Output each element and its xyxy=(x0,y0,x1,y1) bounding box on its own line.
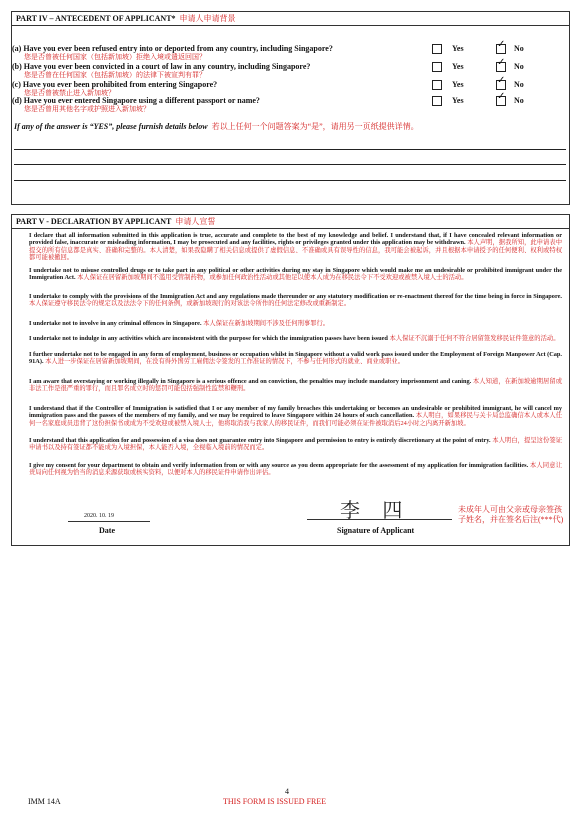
page-number: 4 xyxy=(285,787,289,796)
date-value[interactable]: 2020. 10. 19 xyxy=(84,513,114,519)
details-instruction-en: If any of the answer is “YES”, please furnish details below xyxy=(14,122,208,131)
details-instruction xyxy=(14,121,419,132)
question-b-no-label: No xyxy=(514,62,524,71)
question-b-text-cn: 您是否曾在任何国家（包括新加坡）的法律下被宣判有罪？ xyxy=(24,71,206,79)
question-a xyxy=(12,44,333,61)
declaration-6-cn: 本人进一步保证在居留新加坡期间，在没有得外国劳工雇佣法令签发的工作准证的情况下，不参与任何形式的就业、商业或职业。 xyxy=(45,358,405,366)
declaration-4-en: I undertake not to involve in any criminal offences in Singapore. xyxy=(29,320,202,327)
declaration-5-en: I undertake not to indulge in any activities which are inconsistent with the purpose for which the immigration passes have been issued xyxy=(29,335,388,342)
part4-title: PART IV – ANTECEDENT OF APPLICANT* xyxy=(16,14,176,23)
date-label: Date xyxy=(99,526,115,535)
declaration-10-cn: 本人同意让贵局向任何视为恰当的消息来源获取或核实资料，以便对本人的移民证件申请作出评估。 xyxy=(29,462,563,477)
declaration-3-cn: 本人保证遵守移民法令的规定以及法法令下的任何条例，或新加坡现行的对该法令所作的任何法定修改或重新制定。 xyxy=(29,300,351,308)
declaration-paragraph-4 xyxy=(29,320,562,327)
declaration-8-cn: 本人明白，如果移民与关卡局总监确信本人或本人任何一名家庭成员违背了这份担保书或成为不受欢迎或被禁入境人士，他将取消我与我家人的移民证件，而我们可能必须在证件被取消后24小时之内离开新加坡。 xyxy=(29,412,563,427)
question-c-yes-label: Yes xyxy=(452,80,464,89)
declaration-paragraph-3 xyxy=(29,293,562,308)
question-d xyxy=(12,96,260,113)
declaration-paragraph-2 xyxy=(29,267,562,282)
declaration-2-en: I undertake not to misuse controlled drugs or to take part in any political or other activities during my stay in Singapore which would make me an undesirable or prohibited immigrant under the Immigration Act. xyxy=(29,267,562,282)
form-code: IMM 14A xyxy=(28,797,61,806)
free-form-notice: THIS FORM IS ISSUED FREE xyxy=(223,797,327,806)
check-icon: ✓ xyxy=(497,75,506,86)
signature-label: Signature of Applicant xyxy=(337,526,415,535)
part5-header xyxy=(12,215,569,229)
details-line-2[interactable] xyxy=(14,164,566,165)
declaration-8-en: I understand that if the Controller of Immigration is satisfied that I or any member of my family breaches this undertaking or becomes an undesirable or prohibited immigrant, he will cancel my immigration pass and the passes of the members of my family, and we may be required to leave Singapore within 24 hours of such cancellation. xyxy=(29,405,562,420)
details-line-1[interactable] xyxy=(14,149,566,150)
part5-title-cn: 申请人宣誓 xyxy=(175,217,216,226)
question-d-yes-label: Yes xyxy=(452,96,464,105)
question-d-text-cn: 您是否曾用其他名字或护照进入新加坡？ xyxy=(24,105,150,113)
declaration-1-en: I declare that all information submitted in this application is true, accurate and complete to the best of my knowledge and belief. I understand that, if I have concealed relevant information or provided false, inaccurate or misleading information, I may be prosecuted and any facilities, rights or privileges granted under this application may be withdrawn. xyxy=(29,232,562,247)
signature-line xyxy=(307,519,452,520)
declaration-paragraph-8 xyxy=(29,405,562,427)
date-line xyxy=(68,521,150,522)
declaration-9-cn: 本人明白，提呈这份签证申请书以及持有签证都不能成为入境担保，本人能否入境，全视临入境前的情况而定。 xyxy=(29,437,563,452)
check-icon: ✓ xyxy=(497,39,506,50)
question-a-no-label: No xyxy=(514,44,524,53)
question-b-text: (b) Have you ever been convicted in a court of law in any country, including Singapore? xyxy=(12,62,311,71)
declaration-paragraph-6 xyxy=(29,351,562,366)
check-icon: ✓ xyxy=(497,91,506,102)
declaration-7-en: I am aware that overstaying or working illegally in Singapore is a serious offence and on conviction, the penalties may include mandatory imprisonment and caning. xyxy=(29,378,472,385)
question-b xyxy=(12,62,310,79)
declaration-paragraph-1 xyxy=(29,232,562,261)
minor-signature-note: 未成年人可由父亲或母亲签孩子姓名，并在签名后注(***代) xyxy=(458,505,564,524)
question-a-text-cn: 您是否曾被任何国家（包括新加坡）拒绝入境或遣返回国？ xyxy=(24,53,206,61)
declaration-3-en: I undertake to comply with the provisions of the Immigration Act and any regulations made thereunder or any statutory modification or re-enactment thereof for the time being in force in Singapore. xyxy=(29,293,562,300)
declaration-10-en: I give my consent for your department to obtain and verify information from or with any source as you deem appropriate for the assessment of my application for immigration facilities. xyxy=(29,462,529,469)
question-b-yes-label: Yes xyxy=(452,62,464,71)
declaration-7-cn: 本人知道，在新加坡逾期居留或非法工作是很严重的罪行，而且罪名成立时的惩罚可能包括强制性监禁和鞭刑。 xyxy=(29,378,563,393)
applicant-signature[interactable]: 李 四 xyxy=(340,498,411,522)
part4-header xyxy=(12,12,569,26)
question-c-text: (c) Have you ever been prohibited from entering Singapore? xyxy=(12,80,218,89)
declaration-paragraph-5 xyxy=(29,335,562,342)
check-icon: ✓ xyxy=(497,57,506,68)
question-d-no-label: No xyxy=(514,96,524,105)
details-line-3[interactable] xyxy=(14,180,566,181)
question-c xyxy=(12,80,217,97)
part4-title-cn: 申请人申请背景 xyxy=(179,14,236,23)
declaration-6-en: I further undertake not to be engaged in any form of employment, business or occupation whilst in Singapore without a valid work pass issued under the Employment of Foreign Manpower Act (Cap. 91A). xyxy=(29,351,562,366)
declaration-4-cn: 本人保证在新加坡期间不涉及任何刑事罪行。 xyxy=(203,320,330,327)
question-c-no-label: No xyxy=(514,80,524,89)
declaration-1-cn: 本人声明，据我所知，此申请表中提交的所有信息都是真实、准确和完整的。本人清楚，如果我隐瞒了相关信息或提供了虚假信息、不准确或具有误导性的信息，我可能会被起诉，并且根据本申请授予的任何便利、权利或特权都可能被撤回。 xyxy=(29,239,563,261)
declaration-paragraph-9 xyxy=(29,437,562,452)
question-a-yes-label: Yes xyxy=(452,44,464,53)
question-c-yes-checkbox[interactable] xyxy=(432,80,442,90)
declaration-2-cn: 本人保证在居留新加坡期间不滥用受管制药物，或参加任何政治性活动或其他足以使本人成为在移民法令下不受欢迎或被禁入境人士的活动。 xyxy=(77,274,468,282)
question-a-text: (a) Have you ever been refused entry into or deported from any country, including Singapore? xyxy=(12,44,333,53)
declaration-5-cn: 本人保证不沉溺于任何不符合居留签发移民证件签意的活动。 xyxy=(389,335,560,342)
question-a-yes-checkbox[interactable] xyxy=(432,44,442,54)
question-d-yes-checkbox[interactable] xyxy=(432,96,442,106)
details-instruction-cn: 若以上任何一个问题答案为“是”，请用另一页纸提供详情。 xyxy=(211,122,419,131)
question-b-yes-checkbox[interactable] xyxy=(432,62,442,72)
declaration-9-en: I understand that this application for and possession of a visa does not guarantee entry into Singapore and permission to entry is entirely discretionary at the point of entry. xyxy=(29,437,491,444)
question-c-text-cn: 您是否曾被禁止进入新加坡？ xyxy=(24,89,115,97)
declaration-paragraph-7 xyxy=(29,378,562,393)
declaration-paragraph-10 xyxy=(29,462,562,477)
question-d-text: (d) Have you ever entered Singapore using a different passport or name? xyxy=(12,96,260,105)
part5-title: PART V - DECLARATION BY APPLICANT xyxy=(16,217,172,226)
